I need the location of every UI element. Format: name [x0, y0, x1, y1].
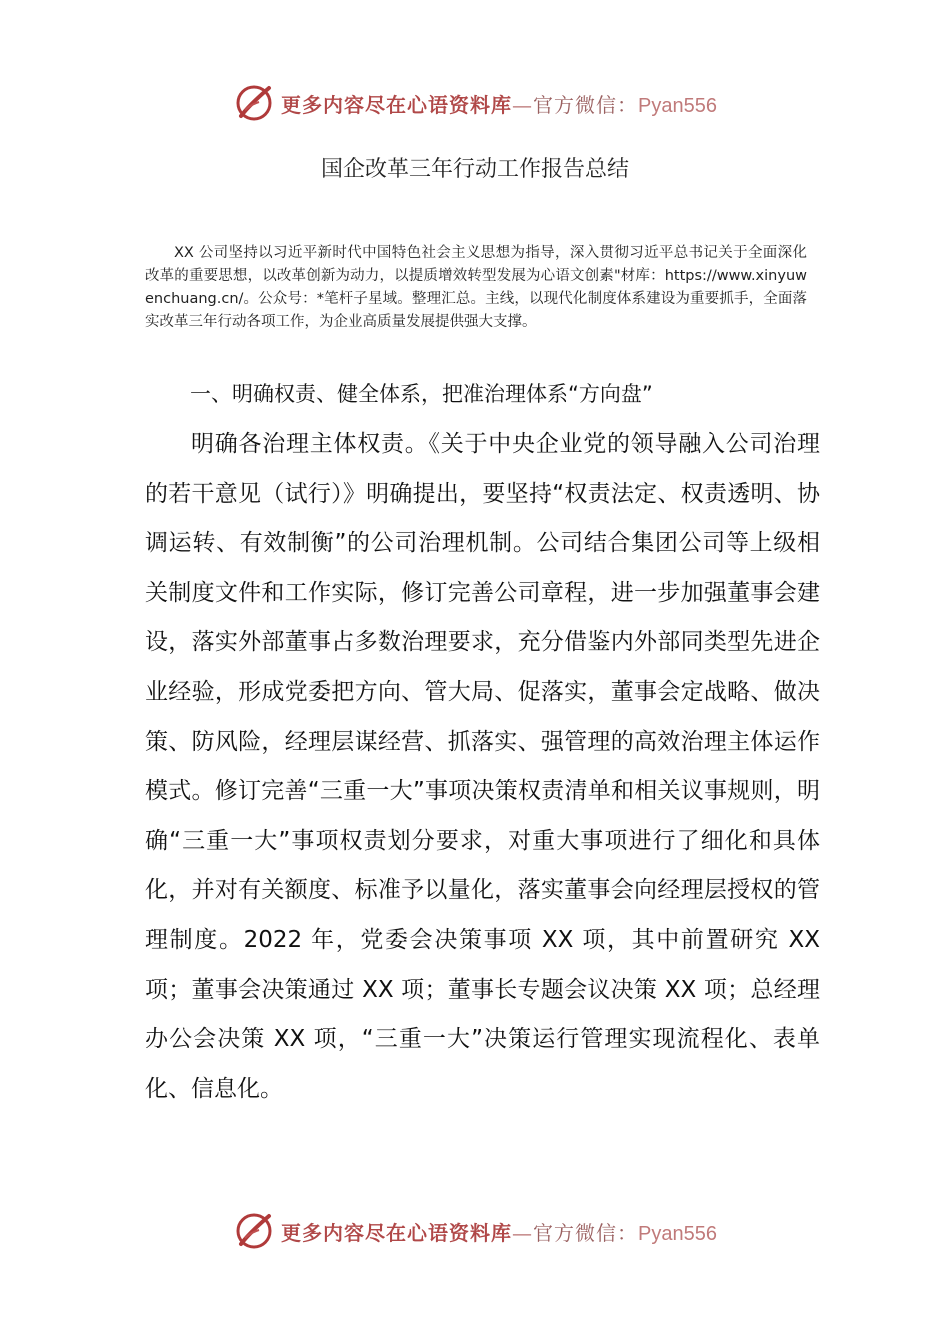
watermark-text	[281, 1217, 717, 1246]
intro-paragraph: XX 公司坚持以习近平新时代中国特色社会主义思想为指导，深入贯彻习近平总书记关于全面深化改革的重要思想，以改革创新为动力，以提质增效转型发展为心语文创素"材库：https://www.xinyuwenchuang.cn/。公众号：*笔杆子星域。整理汇总。主线，以现代化制度体系建设为重要抓手，全面落实改革三年行动各项工作，为企业高质量发展提供强大支撑。	[145, 245, 807, 330]
watermark-dash: —	[512, 92, 534, 117]
brush-logo-icon	[233, 1210, 275, 1252]
section-heading: 一、明确权责、健全体系，把准治理体系“方向盘”	[190, 382, 653, 406]
watermark-banner-bottom	[0, 1208, 950, 1254]
watermark-text	[281, 89, 717, 118]
watermark-id: Pyan556	[638, 1222, 717, 1245]
document-title: 国企改革三年行动工作报告总结	[320, 157, 629, 182]
watermark-sub: 官方微信：	[533, 1220, 639, 1245]
watermark-banner-top	[0, 80, 950, 126]
brush-logo-icon	[233, 82, 275, 124]
watermark-main: 更多内容尽在心语资料库	[281, 92, 513, 117]
watermark-dash: —	[512, 1220, 534, 1245]
body-paragraph: 明确各治理主体权责。《关于中央企业党的领导融入公司治理的若干意见（试行）》明确提出，要坚持“权责法定、权责透明、协调运转、有效制衡”的公司治理机制。公司结合集团公司等上级相关制度文件和工作实际，修订完善公司章程，进一步加强董事会建设，落实外部董事占多数治理要求，充分借鉴内外部同类型先进企业经验，形成党委把方向、管大局、促落实，董事会定战略、做决策、防风险，经理层谋经营、抓落实、强管理的高效治理主体运作模式。修订完善“三重一大”事项决策权责清单和相关议事规则，明确“三重一大”事项权责划分要求，对重大事项进行了细化和具体化，并对有关额度、标准予以量化，落实董事会向经理层授权的管理制度。2022 年，党委会决策事项 XX 项，其中前置研究 XX 项；董事会决策通过 XX 项；董事长专题会议决策 XX 项；总经理办公会决策 XX 项，“三重一大”决策运行管理实现流程化、表单化、信息化。	[145, 431, 820, 1102]
watermark-id: Pyan556	[638, 94, 717, 117]
watermark-sub: 官方微信：	[533, 92, 639, 117]
watermark-main: 更多内容尽在心语资料库	[281, 1220, 513, 1245]
